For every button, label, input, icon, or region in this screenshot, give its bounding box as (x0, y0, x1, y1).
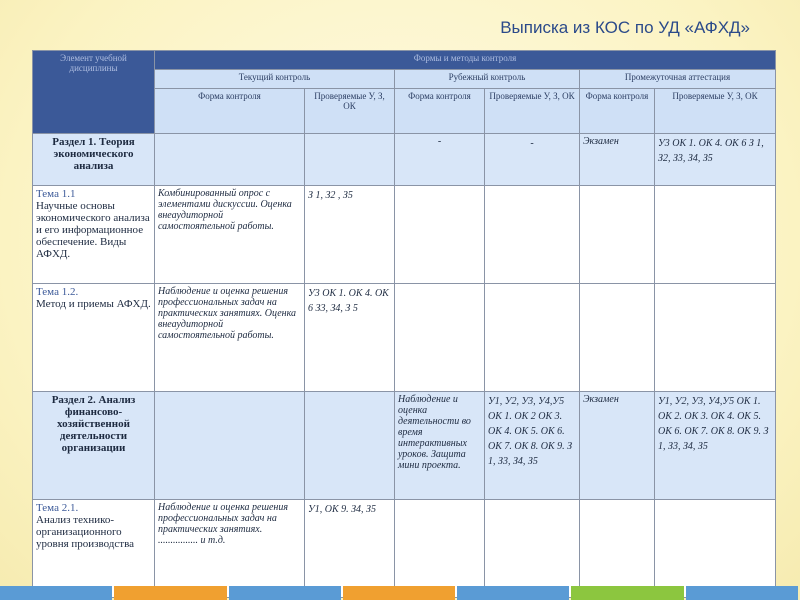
mile-check (485, 284, 580, 392)
header-form-control: Форма контроля (155, 89, 305, 134)
table-row (33, 284, 776, 392)
mile-check (485, 186, 580, 284)
header-forms: Формы и методы контроля (155, 51, 776, 70)
int-check: У3 ОК 1. ОК 4. ОК 6 З 1, З2, З3, З4, З5 (655, 134, 776, 186)
mile-check: У1, У2, У3, У4,У5 ОК 1. ОК 2 ОК 3. ОК 4. ОК 5. ОК 6. ОК 7. ОК 8. ОК 9. З 1, З3, З4, З5 (485, 392, 580, 500)
bottom-bar-segment (457, 586, 569, 600)
row-name (33, 284, 155, 392)
mile-form: - (395, 134, 485, 186)
int-check (655, 186, 776, 284)
cur-form (155, 134, 305, 186)
bottom-bar-segment (229, 586, 341, 600)
row-name (33, 186, 155, 284)
cur-check (305, 392, 395, 500)
bottom-bar-segment (114, 586, 226, 600)
row-name: Раздел 1. Теория экономического анализа (33, 134, 155, 186)
table-row (33, 500, 776, 598)
header-intermediate: Промежуточная аттестация (580, 70, 776, 89)
mile-check (485, 500, 580, 598)
int-form: Экзамен (580, 134, 655, 186)
table-row (33, 134, 776, 186)
bottom-bar-segment (0, 586, 112, 600)
kos-table (32, 50, 776, 598)
mile-form (395, 284, 485, 392)
topic-title: Научные основы экономического анализа и его информационное обеспечение. Виды АФХД. (36, 200, 150, 260)
cur-check: У3 ОК 1. ОК 4. ОК 6 З3, З4, З 5 (305, 284, 395, 392)
bottom-bar-segment (343, 586, 455, 600)
header-checked: Проверяемые У, З, ОК (485, 89, 580, 134)
header-form-control: Форма контроля (395, 89, 485, 134)
row-name (33, 500, 155, 598)
mile-form (395, 186, 485, 284)
cur-form: Комбинированный опрос с элементами дискуссии. Оценка внеаудиторной самостоятельной работы. (155, 186, 305, 284)
int-check (655, 500, 776, 598)
cur-form: Наблюдение и оценка решения профессиональных задач на практических занятиях. ................ и т.д. (155, 500, 305, 598)
bottom-bar-segment (571, 586, 683, 600)
cur-check (305, 134, 395, 186)
int-form: Экзамен (580, 392, 655, 500)
topic-number: Тема 2.1. (36, 502, 79, 514)
mile-check: - (485, 134, 580, 186)
cur-form: Наблюдение и оценка решения профессиональных задач на практических занятиях. Оценка внеаудиторной самостоятельной работы. (155, 284, 305, 392)
mile-form (395, 500, 485, 598)
header-element: Элемент учебной дисциплины (33, 51, 155, 134)
cur-check: З 1, З2 , З5 (305, 186, 395, 284)
topic-number: Тема 1.2. (36, 286, 79, 298)
topic-title: Метод и приемы АФХД. (36, 298, 151, 310)
row-name: Раздел 2. Анализ финансово-хозяйственной деятельности организации (33, 392, 155, 500)
slide-title: Выписка из КОС по УД «АФХД» (500, 18, 750, 37)
int-form (580, 500, 655, 598)
table-row (33, 392, 776, 500)
bottom-bar-segment (686, 586, 798, 600)
header-milestone: Рубежный контроль (395, 70, 580, 89)
int-check (655, 284, 776, 392)
int-check: У1, У2, У3, У4,У5 ОК 1. ОК 2. ОК 3. ОК 4. ОК 5. ОК 6. ОК 7. ОК 8. ОК 9. З 1, З3, З4, З5 (655, 392, 776, 500)
table-row (33, 186, 776, 284)
header-current: Текущий контроль (155, 70, 395, 89)
header-form-control: Форма контроля (580, 89, 655, 134)
header-checked: Проверяемые У, З, ОК (305, 89, 395, 134)
int-form (580, 186, 655, 284)
bottom-color-bar (0, 586, 800, 600)
topic-number: Тема 1.1 (36, 188, 76, 200)
cur-form (155, 392, 305, 500)
header-checked: Проверяемые У, З, ОК (655, 89, 776, 134)
cur-check: У1, ОК 9. З4, З5 (305, 500, 395, 598)
mile-form: Наблюдение и оценка деятельности во время интерактивных уроков. Защита мини проекта. (395, 392, 485, 500)
topic-title: Анализ технико-организационного уровня производства (36, 514, 135, 550)
int-form (580, 284, 655, 392)
